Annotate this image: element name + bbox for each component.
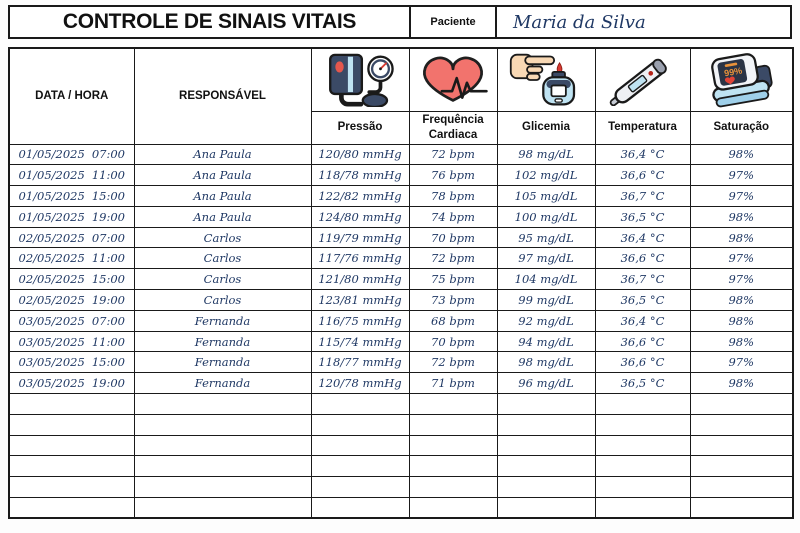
cell-datetime: 02/05/2025 11:00 [9,248,134,269]
empty-cell [497,477,595,498]
cell-temperature: 36,7 °C [595,269,690,290]
vital-row [9,331,793,352]
vital-row [9,290,793,311]
cell-heart-rate: 71 bpm [409,373,497,394]
empty-cell [311,394,409,415]
cell-heart-rate: 72 bpm [409,248,497,269]
empty-cell [690,394,793,415]
cell-responsible: Ana Paula [134,144,311,165]
cell-glucose: 96 mg/dL [497,373,595,394]
empty-row [9,394,793,415]
cell-datetime: 01/05/2025 11:00 [9,165,134,186]
cell-responsible: Ana Paula [134,165,311,186]
empty-cell [134,498,311,519]
empty-cell [134,414,311,435]
empty-cell [595,414,690,435]
empty-cell [690,435,793,456]
empty-cell [134,456,311,477]
cell-glucose: 92 mg/dL [497,310,595,331]
cell-saturation: 97% [690,248,793,269]
vital-row [9,269,793,290]
cell-datetime: 03/05/2025 19:00 [9,373,134,394]
cell-pressure: 116/75 mmHg [311,310,409,331]
cell-responsible: Fernanda [134,310,311,331]
empty-cell [409,394,497,415]
cell-saturation: 98% [690,373,793,394]
col-header-responsible: RESPONSÁVEL [134,48,311,144]
cell-saturation: 97% [690,352,793,373]
cell-datetime: 02/05/2025 15:00 [9,269,134,290]
empty-cell [497,435,595,456]
patient-label: Paciente [411,7,497,37]
cell-responsible: Carlos [134,290,311,311]
cell-heart-rate: 74 bpm [409,206,497,227]
vital-row [9,144,793,165]
col-header-datetime: DATA / HORA [9,48,134,144]
empty-cell [497,498,595,519]
empty-row [9,477,793,498]
cell-temperature: 36,4 °C [595,144,690,165]
cell-pressure: 121/80 mmHg [311,269,409,290]
empty-cell [690,498,793,519]
empty-row [9,414,793,435]
empty-cell [595,498,690,519]
empty-cell [497,394,595,415]
pulse-oximeter-icon [690,48,793,111]
empty-cell [409,414,497,435]
empty-cell [311,456,409,477]
heart-ecg-icon [409,48,497,111]
cell-pressure: 120/80 mmHg [311,144,409,165]
thermometer-icon [595,48,690,111]
cell-temperature: 36,4 °C [595,227,690,248]
cell-saturation: 98% [690,227,793,248]
vital-row [9,310,793,331]
cell-heart-rate: 72 bpm [409,352,497,373]
empty-cell [9,394,134,415]
cell-glucose: 99 mg/dL [497,290,595,311]
cell-glucose: 100 mg/dL [497,206,595,227]
cell-saturation: 98% [690,144,793,165]
cell-responsible: Ana Paula [134,186,311,207]
empty-cell [497,414,595,435]
empty-cell [690,456,793,477]
vital-signs-table [8,47,794,519]
empty-cell [409,477,497,498]
cell-heart-rate: 68 bpm [409,310,497,331]
empty-row [9,456,793,477]
empty-row [9,498,793,519]
cell-heart-rate: 75 bpm [409,269,497,290]
cell-temperature: 36,6 °C [595,352,690,373]
cell-glucose: 94 mg/dL [497,331,595,352]
cell-datetime: 03/05/2025 15:00 [9,352,134,373]
cell-heart-rate: 73 bpm [409,290,497,311]
empty-cell [9,456,134,477]
cell-glucose: 102 mg/dL [497,165,595,186]
col-header-saturation: Saturação [690,111,793,144]
vital-row [9,186,793,207]
cell-datetime: 02/05/2025 19:00 [9,290,134,311]
cell-heart-rate: 70 bpm [409,227,497,248]
patient-name: Maria da Silva [513,11,646,33]
empty-cell [134,477,311,498]
cell-glucose: 98 mg/dL [497,144,595,165]
cell-glucose: 97 mg/dL [497,248,595,269]
cell-saturation: 98% [690,206,793,227]
cell-responsible: Fernanda [134,331,311,352]
cell-pressure: 122/82 mmHg [311,186,409,207]
cell-temperature: 36,4 °C [595,310,690,331]
cell-pressure: 117/76 mmHg [311,248,409,269]
empty-cell [134,394,311,415]
empty-cell [595,477,690,498]
cell-datetime: 02/05/2025 07:00 [9,227,134,248]
cell-temperature: 36,7 °C [595,186,690,207]
cell-heart-rate: 72 bpm [409,144,497,165]
cell-responsible: Carlos [134,227,311,248]
empty-cell [311,414,409,435]
col-header-pressure: Pressão [311,111,409,144]
blood-pressure-monitor-icon [311,48,409,111]
cell-responsible: Carlos [134,248,311,269]
empty-cell [9,477,134,498]
cell-glucose: 105 mg/dL [497,186,595,207]
cell-temperature: 36,5 °C [595,206,690,227]
vital-row [9,206,793,227]
cell-pressure: 123/81 mmHg [311,290,409,311]
cell-temperature: 36,5 °C [595,373,690,394]
cell-datetime: 03/05/2025 11:00 [9,331,134,352]
cell-datetime: 01/05/2025 19:00 [9,206,134,227]
empty-cell [409,498,497,519]
empty-cell [311,477,409,498]
cell-responsible: Carlos [134,269,311,290]
cell-pressure: 124/80 mmHg [311,206,409,227]
cell-pressure: 120/78 mmHg [311,373,409,394]
col-header-temperature: Temperatura [595,111,690,144]
empty-cell [311,498,409,519]
cell-responsible: Fernanda [134,352,311,373]
cell-heart-rate: 70 bpm [409,331,497,352]
cell-pressure: 118/78 mmHg [311,165,409,186]
oximeter-display-reading: 99% [723,65,744,79]
vital-row [9,373,793,394]
cell-saturation: 97% [690,186,793,207]
empty-cell [9,414,134,435]
empty-cell [409,456,497,477]
empty-cell [9,435,134,456]
cell-saturation: 97% [690,165,793,186]
form-header [8,5,792,39]
cell-saturation: 98% [690,290,793,311]
cell-pressure: 119/79 mmHg [311,227,409,248]
vital-row [9,248,793,269]
col-header-glucose: Glicemia [497,111,595,144]
empty-cell [595,435,690,456]
empty-cell [9,498,134,519]
cell-datetime: 01/05/2025 07:00 [9,144,134,165]
cell-heart-rate: 78 bpm [409,186,497,207]
cell-datetime: 03/05/2025 07:00 [9,310,134,331]
cell-datetime: 01/05/2025 15:00 [9,186,134,207]
glucose-meter-icon [497,48,595,111]
empty-cell [409,435,497,456]
empty-cell [134,435,311,456]
cell-saturation: 97% [690,269,793,290]
cell-glucose: 98 mg/dL [497,352,595,373]
empty-cell [311,435,409,456]
cell-saturation: 98% [690,310,793,331]
cell-pressure: 118/77 mmHg [311,352,409,373]
patient-name-field [497,7,790,37]
empty-cell [595,394,690,415]
cell-responsible: Fernanda [134,373,311,394]
cell-temperature: 36,6 °C [595,331,690,352]
cell-responsible: Ana Paula [134,206,311,227]
cell-heart-rate: 76 bpm [409,165,497,186]
vital-row [9,165,793,186]
vital-row [9,227,793,248]
vital-row [9,352,793,373]
cell-temperature: 36,6 °C [595,248,690,269]
table-body [9,144,793,518]
cell-temperature: 36,5 °C [595,290,690,311]
form-title: CONTROLE DE SINAIS VITAIS [10,7,411,37]
empty-cell [497,456,595,477]
cell-saturation: 98% [690,331,793,352]
cell-pressure: 115/74 mmHg [311,331,409,352]
empty-cell [595,456,690,477]
cell-glucose: 95 mg/dL [497,227,595,248]
col-header-heart-rate: Frequência Cardiaca [409,111,497,144]
empty-cell [690,477,793,498]
empty-row [9,435,793,456]
empty-cell [690,414,793,435]
cell-glucose: 104 mg/dL [497,269,595,290]
cell-temperature: 36,6 °C [595,165,690,186]
